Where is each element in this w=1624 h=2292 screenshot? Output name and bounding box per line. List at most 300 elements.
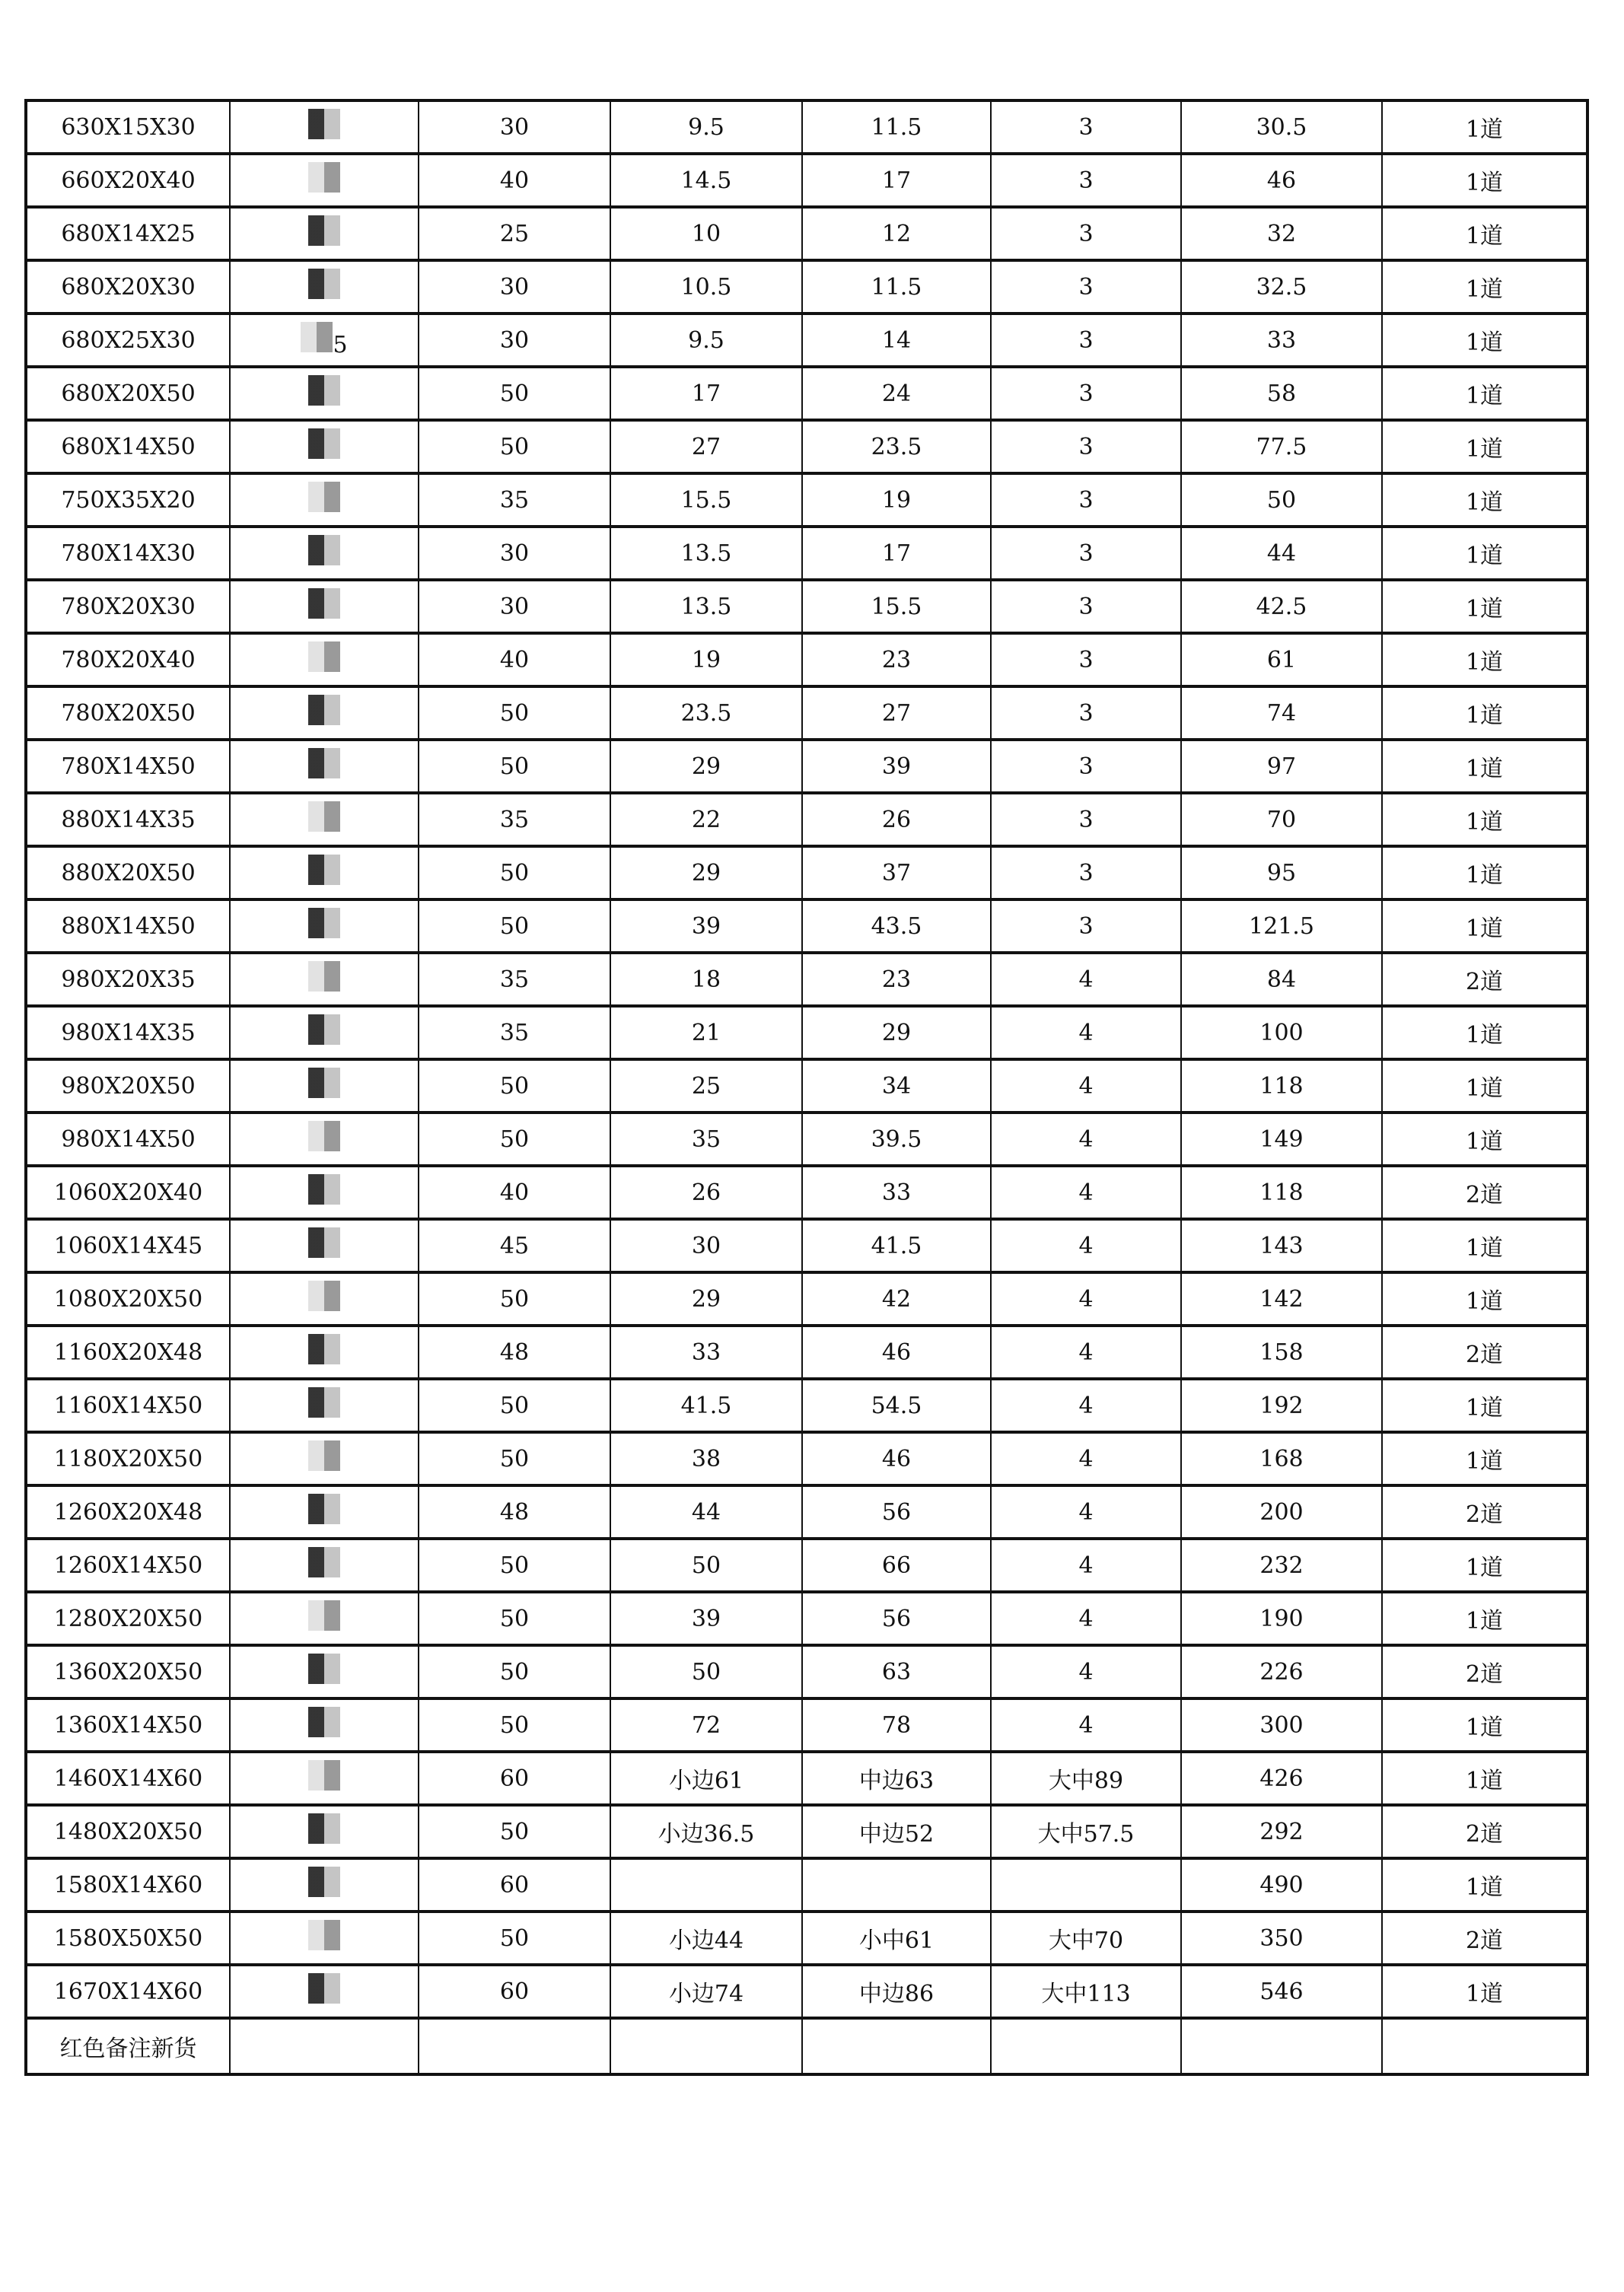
code-cell — [230, 527, 419, 580]
width-cell: 50 — [419, 1059, 610, 1113]
width-cell: 30 — [419, 527, 610, 580]
value-cell-6: 4 — [991, 1485, 1181, 1539]
value-cell-6: 大中70 — [991, 1912, 1181, 1965]
value-cell-5: 14 — [802, 314, 991, 367]
redaction-block — [308, 1600, 340, 1631]
value-cell-5: 46 — [802, 1432, 991, 1485]
value-cell-6: 3 — [991, 633, 1181, 686]
value-cell-6: 4 — [991, 953, 1181, 1006]
value-cell-7: 61 — [1181, 633, 1382, 686]
value-cell-4: 小边61 — [610, 1752, 802, 1805]
value-cell-5: 39 — [802, 740, 991, 793]
grooves-cell: 1道 — [1382, 1858, 1587, 1912]
value-cell-4: 18 — [610, 953, 802, 1006]
value-cell-5: 23 — [802, 953, 991, 1006]
value-cell-6: 4 — [991, 1059, 1181, 1113]
grooves-cell: 2道 — [1382, 1805, 1587, 1858]
value-cell-5: 15.5 — [802, 580, 991, 633]
grooves-cell: 2道 — [1382, 1912, 1587, 1965]
redaction-block — [308, 1707, 340, 1737]
value-cell-6: 3 — [991, 740, 1181, 793]
spec-cell: 1260X20X48 — [26, 1485, 230, 1539]
value-cell-6: 4 — [991, 1113, 1181, 1166]
code-cell — [230, 1805, 419, 1858]
code-text: 5 — [333, 332, 348, 358]
redaction-block — [308, 588, 340, 619]
redaction-block — [308, 1174, 340, 1205]
width-cell: 50 — [419, 1272, 610, 1326]
value-cell-6: 3 — [991, 899, 1181, 953]
table-row — [26, 1166, 1587, 1219]
empty-cell — [991, 2018, 1181, 2074]
value-cell-6: 3 — [991, 473, 1181, 527]
table-row — [26, 527, 1587, 580]
code-cell — [230, 1166, 419, 1219]
redaction-block — [308, 748, 340, 778]
code-cell — [230, 633, 419, 686]
value-cell-5: 54.5 — [802, 1379, 991, 1432]
grooves-cell: 1道 — [1382, 260, 1587, 314]
value-cell-7: 426 — [1181, 1752, 1382, 1805]
value-cell-5: 34 — [802, 1059, 991, 1113]
value-cell-5: 19 — [802, 473, 991, 527]
value-cell-7: 168 — [1181, 1432, 1382, 1485]
value-cell-4: 25 — [610, 1059, 802, 1113]
value-cell-7: 30.5 — [1181, 100, 1382, 154]
grooves-cell: 1道 — [1382, 314, 1587, 367]
redaction-block — [308, 375, 340, 406]
spec-cell: 980X14X50 — [26, 1113, 230, 1166]
value-cell-6: 4 — [991, 1698, 1181, 1752]
value-cell-5: 33 — [802, 1166, 991, 1219]
redaction-block — [308, 801, 340, 832]
code-cell — [230, 1485, 419, 1539]
value-cell-4: 29 — [610, 846, 802, 899]
width-cell: 40 — [419, 633, 610, 686]
value-cell-6: 4 — [991, 1219, 1181, 1272]
width-cell: 50 — [419, 1645, 610, 1698]
code-cell — [230, 367, 419, 420]
spec-cell: 1360X20X50 — [26, 1645, 230, 1698]
value-cell-5: 24 — [802, 367, 991, 420]
code-cell — [230, 1752, 419, 1805]
value-cell-6: 4 — [991, 1379, 1181, 1432]
spec-cell: 880X14X50 — [26, 899, 230, 953]
value-cell-5: 41.5 — [802, 1219, 991, 1272]
redaction-block — [308, 855, 340, 885]
value-cell-4: 38 — [610, 1432, 802, 1485]
redaction-block — [308, 1440, 340, 1471]
table-row — [26, 899, 1587, 953]
table-row — [26, 367, 1587, 420]
spec-cell: 1280X20X50 — [26, 1592, 230, 1645]
value-cell-6: 3 — [991, 100, 1181, 154]
redaction-block — [308, 1813, 340, 1844]
redaction-block — [301, 322, 333, 352]
code-cell — [230, 100, 419, 154]
redaction-block — [308, 1760, 340, 1791]
table-row — [26, 1326, 1587, 1379]
width-cell: 50 — [419, 1912, 610, 1965]
empty-cell — [1181, 2018, 1382, 2074]
table-row — [26, 633, 1587, 686]
table-row — [26, 1912, 1587, 1965]
redaction-block — [308, 1068, 340, 1098]
value-cell-5: 39.5 — [802, 1113, 991, 1166]
spec-table — [24, 99, 1589, 2076]
code-cell — [230, 314, 419, 367]
value-cell-5: 17 — [802, 527, 991, 580]
value-cell-7: 350 — [1181, 1912, 1382, 1965]
spec-cell: 1060X20X40 — [26, 1166, 230, 1219]
spec-cell: 750X35X20 — [26, 473, 230, 527]
value-cell-7: 44 — [1181, 527, 1382, 580]
redaction-block — [308, 162, 340, 193]
value-cell-5: 11.5 — [802, 260, 991, 314]
value-cell-4: 50 — [610, 1645, 802, 1698]
width-cell: 50 — [419, 1113, 610, 1166]
value-cell-7: 95 — [1181, 846, 1382, 899]
redaction-block — [308, 1973, 340, 2004]
grooves-cell: 1道 — [1382, 1965, 1587, 2018]
table-row — [26, 473, 1587, 527]
redaction-block — [308, 482, 340, 512]
grooves-cell: 1道 — [1382, 740, 1587, 793]
value-cell-6: 3 — [991, 314, 1181, 367]
width-cell: 40 — [419, 154, 610, 207]
value-cell-6: 3 — [991, 527, 1181, 580]
value-cell-4: 17 — [610, 367, 802, 420]
value-cell-6: 3 — [991, 580, 1181, 633]
grooves-cell: 1道 — [1382, 1059, 1587, 1113]
empty-cell — [1382, 2018, 1587, 2074]
value-cell-4: 小边36.5 — [610, 1805, 802, 1858]
value-cell-7: 50 — [1181, 473, 1382, 527]
table-row — [26, 1858, 1587, 1912]
width-cell: 60 — [419, 1858, 610, 1912]
value-cell-7: 226 — [1181, 1645, 1382, 1698]
value-cell-4: 72 — [610, 1698, 802, 1752]
code-cell — [230, 1539, 419, 1592]
spec-cell: 780X20X50 — [26, 686, 230, 740]
table-row — [26, 420, 1587, 473]
width-cell: 35 — [419, 953, 610, 1006]
value-cell-4: 9.5 — [610, 100, 802, 154]
value-cell-7: 97 — [1181, 740, 1382, 793]
code-cell — [230, 1006, 419, 1059]
width-cell: 50 — [419, 1592, 610, 1645]
value-cell-6: 大中57.5 — [991, 1805, 1181, 1858]
table-row — [26, 1219, 1587, 1272]
code-cell — [230, 580, 419, 633]
width-cell: 50 — [419, 899, 610, 953]
spec-cell: 980X20X50 — [26, 1059, 230, 1113]
grooves-cell: 1道 — [1382, 1219, 1587, 1272]
value-cell-4: 29 — [610, 1272, 802, 1326]
redaction-block — [308, 1281, 340, 1311]
width-cell: 50 — [419, 1698, 610, 1752]
grooves-cell: 1道 — [1382, 154, 1587, 207]
value-cell-7: 32 — [1181, 207, 1382, 260]
value-cell-7: 46 — [1181, 154, 1382, 207]
code-cell — [230, 260, 419, 314]
redaction-block — [308, 1920, 340, 1950]
grooves-cell: 1道 — [1382, 473, 1587, 527]
width-cell: 35 — [419, 793, 610, 846]
value-cell-4: 39 — [610, 1592, 802, 1645]
width-cell: 30 — [419, 580, 610, 633]
value-cell-5: 中边52 — [802, 1805, 991, 1858]
table-row — [26, 1272, 1587, 1326]
code-cell — [230, 740, 419, 793]
redaction-block — [308, 269, 340, 299]
value-cell-7: 58 — [1181, 367, 1382, 420]
code-cell — [230, 420, 419, 473]
width-cell: 50 — [419, 686, 610, 740]
value-cell-4: 14.5 — [610, 154, 802, 207]
redaction-block — [308, 1494, 340, 1524]
spec-cell: 1580X14X60 — [26, 1858, 230, 1912]
value-cell-7: 232 — [1181, 1539, 1382, 1592]
footer-note: 红色备注新货 — [26, 2018, 230, 2074]
value-cell-7: 490 — [1181, 1858, 1382, 1912]
value-cell-7: 118 — [1181, 1166, 1382, 1219]
value-cell-5 — [802, 1858, 991, 1912]
width-cell: 48 — [419, 1485, 610, 1539]
width-cell: 50 — [419, 1432, 610, 1485]
value-cell-7: 74 — [1181, 686, 1382, 740]
width-cell: 50 — [419, 1539, 610, 1592]
value-cell-6: 3 — [991, 207, 1181, 260]
grooves-cell: 1道 — [1382, 1006, 1587, 1059]
width-cell: 48 — [419, 1326, 610, 1379]
table-row — [26, 793, 1587, 846]
table-row — [26, 953, 1587, 1006]
table-row — [26, 207, 1587, 260]
table-row — [26, 100, 1587, 154]
value-cell-7: 118 — [1181, 1059, 1382, 1113]
code-cell — [230, 846, 419, 899]
redaction-block — [308, 1227, 340, 1258]
value-cell-6: 3 — [991, 260, 1181, 314]
redaction-block — [308, 1387, 340, 1418]
value-cell-4: 13.5 — [610, 527, 802, 580]
table-row — [26, 1006, 1587, 1059]
grooves-cell: 1道 — [1382, 633, 1587, 686]
table-row — [26, 1592, 1587, 1645]
table-row — [26, 1059, 1587, 1113]
value-cell-4: 小边44 — [610, 1912, 802, 1965]
redaction-block — [308, 908, 340, 938]
value-cell-6: 4 — [991, 1645, 1181, 1698]
value-cell-6: 大中89 — [991, 1752, 1181, 1805]
value-cell-7: 192 — [1181, 1379, 1382, 1432]
value-cell-6: 4 — [991, 1166, 1181, 1219]
value-cell-5: 小中61 — [802, 1912, 991, 1965]
code-cell — [230, 686, 419, 740]
empty-cell — [419, 2018, 610, 2074]
value-cell-4: 35 — [610, 1113, 802, 1166]
spec-cell: 780X14X30 — [26, 527, 230, 580]
spec-cell: 780X20X30 — [26, 580, 230, 633]
value-cell-4: 33 — [610, 1326, 802, 1379]
table-row — [26, 1965, 1587, 2018]
redaction-block — [308, 695, 340, 725]
spec-cell: 980X20X35 — [26, 953, 230, 1006]
value-cell-4: 41.5 — [610, 1379, 802, 1432]
table-row — [26, 1805, 1587, 1858]
value-cell-7: 292 — [1181, 1805, 1382, 1858]
table-row — [26, 846, 1587, 899]
value-cell-5: 17 — [802, 154, 991, 207]
width-cell: 30 — [419, 260, 610, 314]
value-cell-5: 12 — [802, 207, 991, 260]
spec-cell: 880X20X50 — [26, 846, 230, 899]
table-row — [26, 1379, 1587, 1432]
value-cell-5: 43.5 — [802, 899, 991, 953]
value-cell-6: 3 — [991, 793, 1181, 846]
redaction-block — [308, 961, 340, 992]
grooves-cell: 2道 — [1382, 1326, 1587, 1379]
code-cell — [230, 154, 419, 207]
value-cell-4: 10 — [610, 207, 802, 260]
value-cell-5: 29 — [802, 1006, 991, 1059]
value-cell-5: 11.5 — [802, 100, 991, 154]
value-cell-7: 149 — [1181, 1113, 1382, 1166]
grooves-cell: 1道 — [1382, 527, 1587, 580]
grooves-cell: 1道 — [1382, 1272, 1587, 1326]
width-cell: 50 — [419, 1805, 610, 1858]
value-cell-5: 66 — [802, 1539, 991, 1592]
spec-cell: 1180X20X50 — [26, 1432, 230, 1485]
value-cell-6: 4 — [991, 1272, 1181, 1326]
grooves-cell: 1道 — [1382, 899, 1587, 953]
value-cell-4: 23.5 — [610, 686, 802, 740]
value-cell-6: 4 — [991, 1326, 1181, 1379]
code-cell — [230, 207, 419, 260]
grooves-cell: 2道 — [1382, 1645, 1587, 1698]
value-cell-5: 中边86 — [802, 1965, 991, 2018]
grooves-cell: 1道 — [1382, 1113, 1587, 1166]
value-cell-5: 26 — [802, 793, 991, 846]
redaction-block — [308, 1547, 340, 1577]
value-cell-7: 77.5 — [1181, 420, 1382, 473]
value-cell-7: 200 — [1181, 1485, 1382, 1539]
table-body — [26, 100, 1587, 2018]
spec-cell: 680X25X30 — [26, 314, 230, 367]
value-cell-4: 21 — [610, 1006, 802, 1059]
width-cell: 60 — [419, 1752, 610, 1805]
grooves-cell: 1道 — [1382, 1592, 1587, 1645]
spec-cell: 1580X50X50 — [26, 1912, 230, 1965]
spec-cell: 1080X20X50 — [26, 1272, 230, 1326]
code-cell — [230, 953, 419, 1006]
redaction-block — [308, 428, 340, 459]
code-cell — [230, 1219, 419, 1272]
value-cell-7: 42.5 — [1181, 580, 1382, 633]
value-cell-6: 大中113 — [991, 1965, 1181, 2018]
empty-cell — [802, 2018, 991, 2074]
spec-cell: 880X14X35 — [26, 793, 230, 846]
value-cell-4: 44 — [610, 1485, 802, 1539]
value-cell-4: 30 — [610, 1219, 802, 1272]
grooves-cell: 2道 — [1382, 1166, 1587, 1219]
spec-cell: 680X20X30 — [26, 260, 230, 314]
table-row — [26, 580, 1587, 633]
value-cell-4: 10.5 — [610, 260, 802, 314]
value-cell-6: 3 — [991, 846, 1181, 899]
value-cell-7: 143 — [1181, 1219, 1382, 1272]
code-cell — [230, 1326, 419, 1379]
spec-cell: 1360X14X50 — [26, 1698, 230, 1752]
value-cell-6 — [991, 1858, 1181, 1912]
value-cell-5: 46 — [802, 1326, 991, 1379]
code-cell — [230, 1059, 419, 1113]
spec-cell: 1670X14X60 — [26, 1965, 230, 2018]
value-cell-7: 158 — [1181, 1326, 1382, 1379]
value-cell-7: 84 — [1181, 953, 1382, 1006]
value-cell-5: 78 — [802, 1698, 991, 1752]
table-row — [26, 1698, 1587, 1752]
value-cell-7: 121.5 — [1181, 899, 1382, 953]
value-cell-4: 19 — [610, 633, 802, 686]
table-row — [26, 686, 1587, 740]
grooves-cell: 2道 — [1382, 953, 1587, 1006]
value-cell-6: 4 — [991, 1592, 1181, 1645]
table-row — [26, 1485, 1587, 1539]
code-cell — [230, 1272, 419, 1326]
code-cell — [230, 1432, 419, 1485]
code-cell — [230, 1858, 419, 1912]
spec-cell: 630X15X30 — [26, 100, 230, 154]
redaction-block — [308, 535, 340, 565]
spec-cell: 680X14X50 — [26, 420, 230, 473]
code-cell — [230, 1965, 419, 2018]
value-cell-7: 190 — [1181, 1592, 1382, 1645]
value-cell-7: 142 — [1181, 1272, 1382, 1326]
redaction-block — [308, 109, 340, 139]
value-cell-4: 小边74 — [610, 1965, 802, 2018]
code-cell — [230, 1645, 419, 1698]
value-cell-6: 4 — [991, 1539, 1181, 1592]
width-cell: 50 — [419, 420, 610, 473]
empty-cell — [610, 2018, 802, 2074]
value-cell-5: 23 — [802, 633, 991, 686]
value-cell-6: 4 — [991, 1432, 1181, 1485]
spec-cell: 1160X20X48 — [26, 1326, 230, 1379]
grooves-cell: 1道 — [1382, 367, 1587, 420]
spec-cell: 780X20X40 — [26, 633, 230, 686]
code-cell — [230, 473, 419, 527]
table-row — [26, 1432, 1587, 1485]
spec-sheet — [24, 99, 1586, 2076]
redaction-block — [308, 1334, 340, 1364]
value-cell-6: 3 — [991, 367, 1181, 420]
redaction-block — [308, 215, 340, 246]
value-cell-5: 23.5 — [802, 420, 991, 473]
value-cell-7: 546 — [1181, 1965, 1382, 2018]
code-cell — [230, 793, 419, 846]
value-cell-5: 27 — [802, 686, 991, 740]
grooves-cell: 1道 — [1382, 1752, 1587, 1805]
spec-cell: 680X14X25 — [26, 207, 230, 260]
value-cell-5: 42 — [802, 1272, 991, 1326]
value-cell-4: 29 — [610, 740, 802, 793]
value-cell-4: 15.5 — [610, 473, 802, 527]
value-cell-6: 4 — [991, 1006, 1181, 1059]
grooves-cell: 1道 — [1382, 1539, 1587, 1592]
value-cell-5: 中边63 — [802, 1752, 991, 1805]
